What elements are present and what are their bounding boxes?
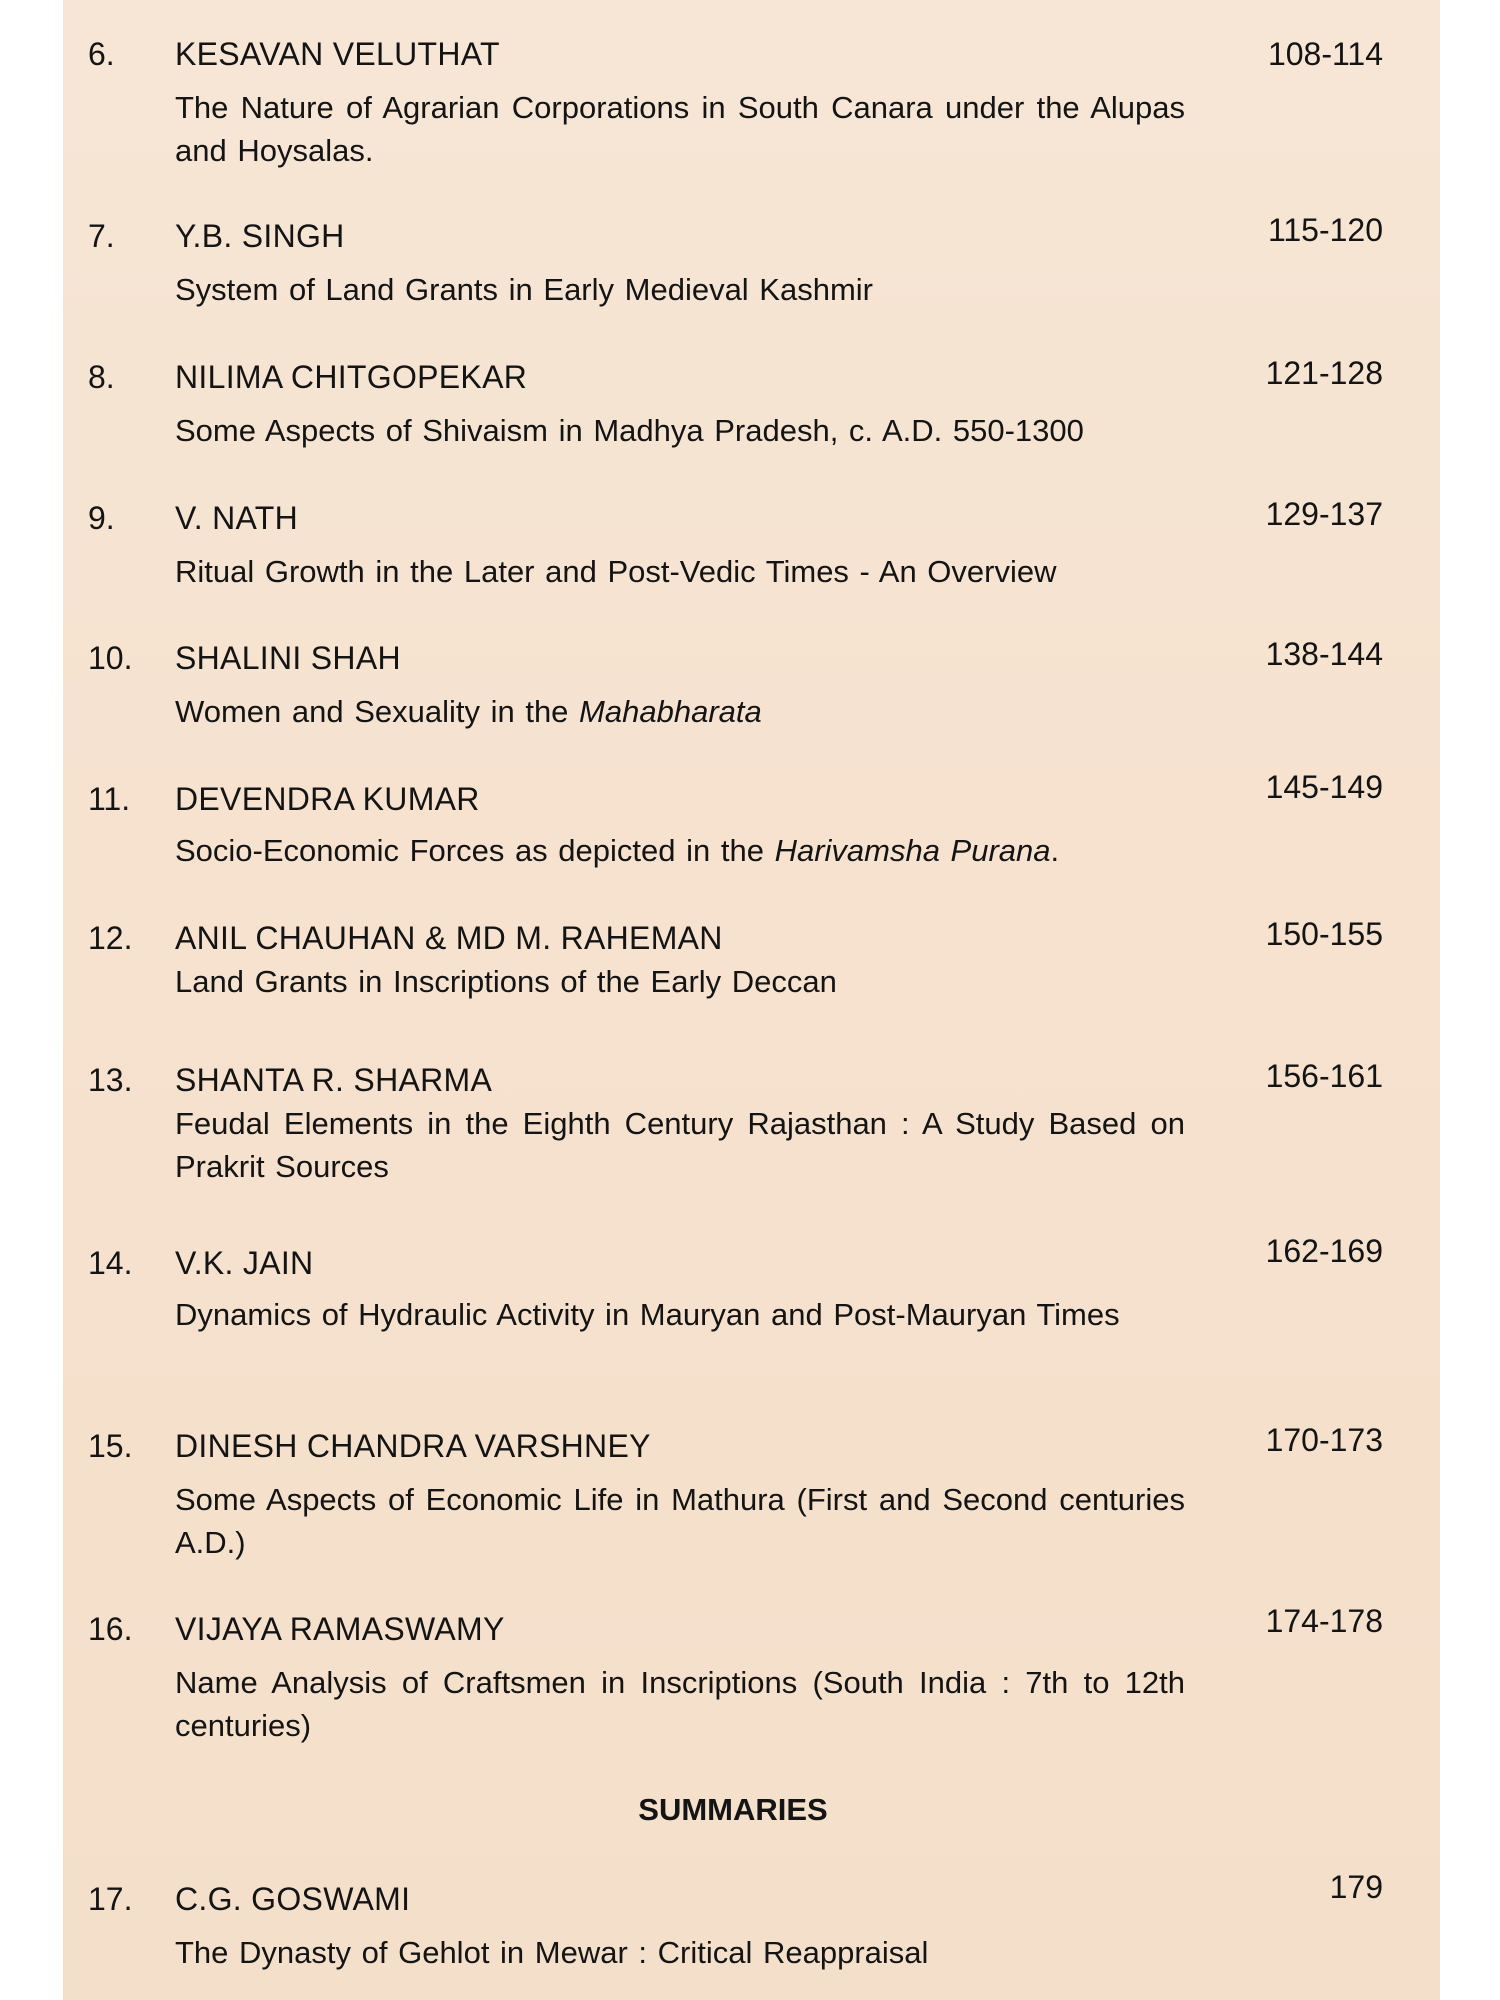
entry-author: KESAVAN VELUTHAT [175, 36, 500, 72]
entry-author: NILIMA CHITGOPEKAR [175, 359, 528, 395]
entry-pages: 156-161 [1265, 1058, 1383, 1094]
entry-title: Name Analysis of Craftsmen in Inscriptions (South India : 7th to 12th centuries) [175, 1665, 1185, 1743]
entry-title-italic: Harivamsha Purana [774, 833, 1051, 868]
entry-title-text: . [1050, 833, 1060, 868]
entry-number: 13. [88, 1062, 133, 1098]
entry-title [175, 829, 1185, 872]
entry-title-text: Women and Sexuality in the [175, 694, 580, 729]
entry-title: Land Grants in Inscriptions of the Early Deccan [175, 964, 837, 999]
entry-title: System of Land Grants in Early Medieval Kashmir [175, 272, 873, 307]
entry-number: 6. [88, 36, 115, 72]
entry-number: 12. [88, 920, 133, 956]
entry-number: 11. [88, 781, 131, 817]
entry-pages: 129-137 [1265, 496, 1383, 532]
entry-pages: 162-169 [1265, 1233, 1383, 1269]
entry-author: ANIL CHAUHAN & MD M. RAHEMAN [175, 920, 723, 956]
entry-pages: 170-173 [1265, 1422, 1383, 1458]
summaries-heading: SUMMARIES [638, 1792, 828, 1827]
entry-title: Ritual Growth in the Later and Post-Vedic Times - An Overview [175, 554, 1057, 589]
entry-pages: 108-114 [1267, 36, 1383, 72]
entry-number: 16. [88, 1611, 133, 1647]
entry-title [175, 690, 1185, 733]
entry-title-italic: Mahabharata [579, 694, 762, 729]
entry-number: 14. [88, 1245, 133, 1281]
entry-author: DINESH CHANDRA VARSHNEY [175, 1428, 651, 1464]
entry-pages: 138-144 [1265, 636, 1383, 672]
entry-pages: 121-128 [1265, 355, 1383, 391]
entry-pages: 174-178 [1265, 1603, 1383, 1639]
entry-number: 15. [88, 1428, 133, 1464]
entry-number: 8. [88, 359, 115, 395]
entry-title: The Nature of Agrarian Corporations in South Canara under the Alupas and Hoysalas. [175, 90, 1185, 168]
entry-title: Some Aspects of Economic Life in Mathura (First and Second centuries A.D.) [175, 1482, 1185, 1560]
entry-title: Feudal Elements in the Eighth Century Rajasthan : A Study Based on Prakrit Sources [175, 1106, 1185, 1184]
entry-number: 10. [88, 640, 133, 676]
entry-title: Some Aspects of Shivaism in Madhya Pradesh, c. A.D. 550-1300 [175, 413, 1084, 448]
entry-author: C.G. GOSWAMI [175, 1881, 411, 1917]
entry-number: 9. [88, 500, 115, 536]
entry-number: 7. [88, 218, 115, 254]
entry-pages: 145-149 [1265, 769, 1383, 805]
entry-title-text: Socio-Economic Forces as depicted in the [175, 833, 775, 868]
entry-title: The Dynasty of Gehlot in Mewar : Critical Reappraisal [175, 1935, 929, 1970]
entry-author: Y.B. SINGH [175, 218, 345, 254]
entry-author: V. NATH [175, 500, 299, 536]
entry-number: 17. [88, 1881, 133, 1917]
entry-author: V.K. JAIN [175, 1245, 314, 1281]
contents-page [63, 0, 1440, 2000]
entry-author: DEVENDRA KUMAR [175, 781, 480, 817]
entry-pages: 179 [1329, 1869, 1383, 1905]
entry-author: SHANTA R. SHARMA [175, 1062, 493, 1098]
entry-pages: 115-120 [1267, 212, 1383, 248]
entry-title: Dynamics of Hydraulic Activity in Mauryan and Post-Mauryan Times [175, 1297, 1120, 1332]
entry-author: VIJAYA RAMASWAMY [175, 1611, 505, 1647]
entry-author: SHALINI SHAH [175, 640, 401, 676]
entry-pages: 150-155 [1265, 916, 1383, 952]
